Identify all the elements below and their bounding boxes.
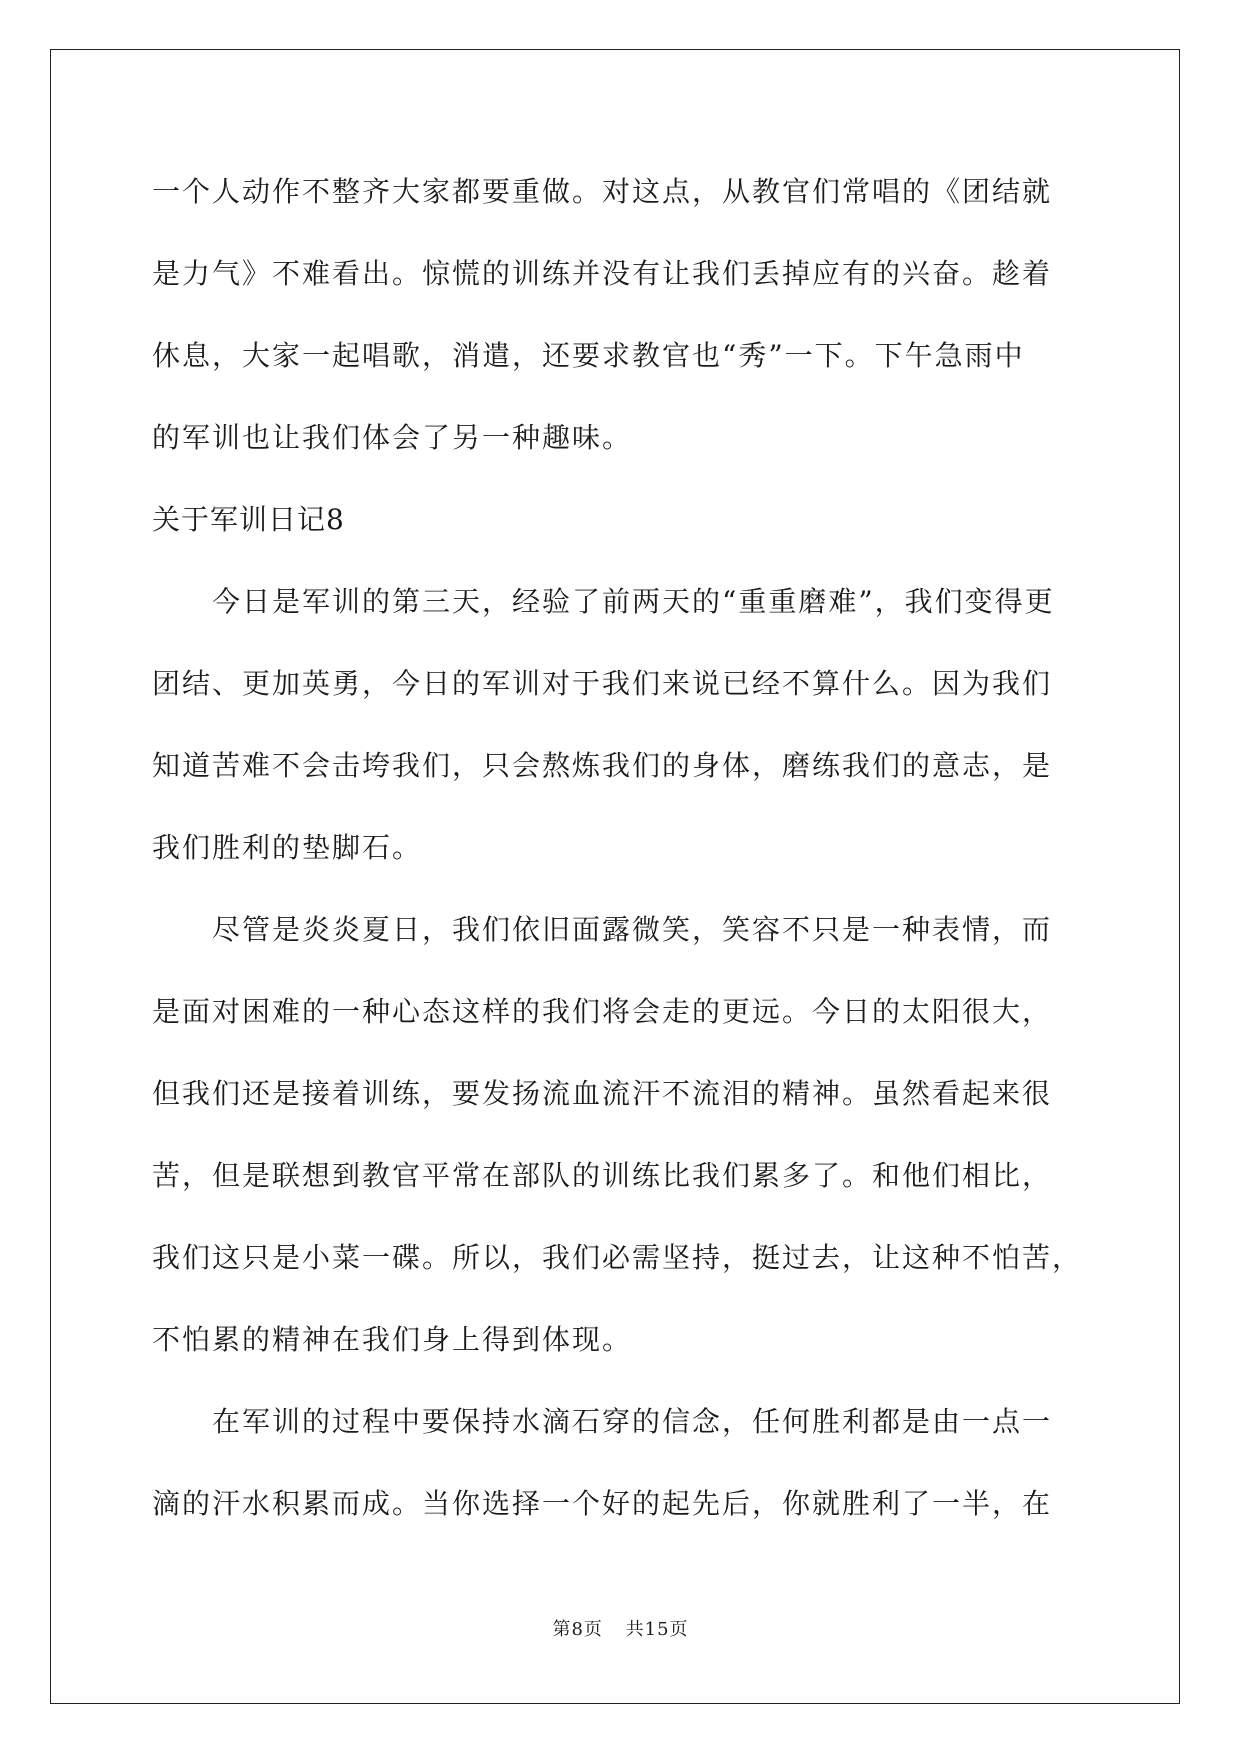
- text-line: 滴的汗水积累而成。当你选择一个好的起先后，你就胜利了一半，在: [152, 1487, 1053, 1520]
- text-line: 不怕累的精神在我们身上得到体现。: [152, 1323, 633, 1356]
- text-line: 今日是军训的第三天，经验了前两天的“重重磨难”，我们变得更: [152, 585, 1055, 618]
- text-line: 但我们还是接着训练，要发扬流血流汗不流泪的精神。虽然看起来很: [152, 1077, 1053, 1110]
- text-line: 知道苦难不会击垮我们，只会熬炼我们的身体，磨练我们的意志，是: [152, 749, 1053, 782]
- page-border: [50, 49, 1180, 1704]
- text-line: 是面对困难的一种心态这样的我们将会走的更远。今日的太阳很大，: [152, 995, 1053, 1028]
- page-number: 第8页: [552, 1619, 603, 1640]
- text-line: 我们胜利的垫脚石。: [152, 831, 423, 864]
- text-line: 在军训的过程中要保持水滴石穿的信念，任何胜利都是由一点一: [152, 1405, 1053, 1438]
- text-line: 的军训也让我们体会了另一种趣味。: [152, 421, 633, 454]
- text-line: 团结、更加英勇，今日的军训对于我们来说已经不算什么。因为我们: [152, 667, 1053, 700]
- text-line: 尽管是炎炎夏日，我们依旧面露微笑，笑容不只是一种表情，而: [152, 913, 1053, 946]
- text-line: 休息，大家一起唱歌，消遣，还要求教官也“秀”一下。下午急雨中: [152, 339, 1025, 372]
- text-line: 是力气》不难看出。惊慌的训练并没有让我们丢掉应有的兴奋。趁着: [152, 257, 1053, 290]
- page-footer: [0, 1618, 1241, 1642]
- page-total: 共15页: [625, 1619, 689, 1640]
- text-line: 苦，但是联想到教官平常在部队的训练比我们累多了。和他们相比，: [152, 1159, 1053, 1192]
- text-line: 我们这只是小菜一碟。所以，我们必需坚持，挺过去，让这种不怕苦，: [152, 1241, 1083, 1274]
- text-line: 一个人动作不整齐大家都要重做。对这点，从教官们常唱的《团结就: [152, 175, 1053, 208]
- section-heading: 关于军训日记8: [152, 503, 345, 536]
